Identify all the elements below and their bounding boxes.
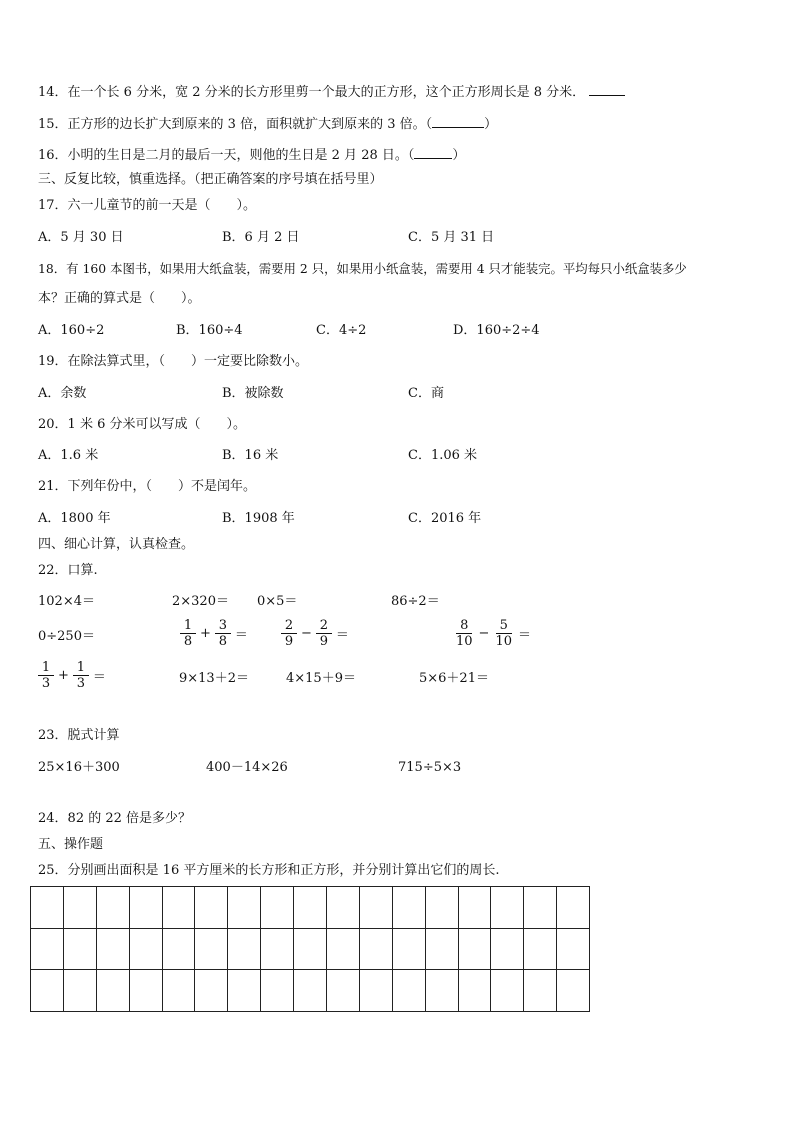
oral-calc-item: 5×6＋21＝ bbox=[419, 671, 489, 686]
grid-cell[interactable] bbox=[195, 970, 228, 1012]
grid-cell[interactable] bbox=[327, 970, 360, 1012]
grid-cell[interactable] bbox=[195, 928, 228, 970]
q18-option-d[interactable]: D．160÷2÷4 bbox=[453, 323, 540, 338]
fraction bbox=[316, 618, 332, 649]
grid-cell[interactable] bbox=[458, 928, 491, 970]
grid-cell[interactable] bbox=[458, 970, 491, 1012]
section-3-title: 三、反复比较，慎重选择。（把正确答案的序号填在括号里） bbox=[38, 172, 383, 187]
q18-option-b[interactable]: B．160÷4 bbox=[176, 323, 243, 338]
question-18-line1: 18．有 160 本图书，如果用大纸盒装，需要用 2 只，如果用小纸盒装，需要用 4 只才能装完。平均每只小纸盒装多少 bbox=[38, 261, 687, 276]
q19-option-b[interactable]: B．被除数 bbox=[222, 386, 284, 401]
grid-cell[interactable] bbox=[491, 928, 524, 970]
oral-calc-item: 4×15＋9＝ bbox=[286, 671, 356, 686]
question-16-text: 16．小明的生日是二月的最后一天，则他的生日是 2 月 28 日。（ bbox=[38, 148, 415, 163]
grid-cell[interactable] bbox=[392, 970, 425, 1012]
question-19-text: 19．在除法算式里，（ ）一定要比除数小。 bbox=[38, 354, 309, 369]
question-17-text: 17．六一儿童节的前一天是（ ）。 bbox=[38, 198, 257, 213]
q20-option-c[interactable]: C．1.06 米 bbox=[408, 448, 478, 463]
step-calc-item: 715÷5×3 bbox=[398, 760, 462, 775]
grid-cell[interactable] bbox=[524, 970, 557, 1012]
grid-cell[interactable] bbox=[162, 928, 195, 970]
equals-sign: ＝ bbox=[518, 628, 532, 643]
question-16-close: ） bbox=[452, 148, 466, 163]
grid-cell[interactable] bbox=[327, 928, 360, 970]
grid-row bbox=[31, 928, 590, 970]
question-15 bbox=[38, 114, 497, 134]
grid-cell[interactable] bbox=[129, 970, 162, 1012]
fraction-expression bbox=[36, 660, 108, 691]
denominator: 10 bbox=[495, 634, 512, 649]
grid-row bbox=[31, 887, 590, 929]
denominator: 8 bbox=[183, 634, 193, 649]
equals-sign: ＝ bbox=[92, 670, 106, 685]
grid-cell[interactable] bbox=[359, 928, 392, 970]
grid-cell[interactable] bbox=[162, 970, 195, 1012]
grid-cell[interactable] bbox=[228, 928, 261, 970]
grid-cell[interactable] bbox=[458, 887, 491, 929]
q21-option-b[interactable]: B．1908 年 bbox=[222, 511, 295, 526]
grid-cell[interactable] bbox=[63, 970, 96, 1012]
grid-cell[interactable] bbox=[228, 887, 261, 929]
q18-option-a[interactable]: A．160÷2 bbox=[38, 323, 105, 338]
grid-cell[interactable] bbox=[359, 970, 392, 1012]
answer-blank-15[interactable] bbox=[432, 114, 484, 128]
grid-cell[interactable] bbox=[31, 928, 64, 970]
q20-option-a[interactable]: A．1.6 米 bbox=[38, 448, 99, 463]
grid-cell[interactable] bbox=[162, 887, 195, 929]
numerator: 1 bbox=[38, 660, 54, 676]
fraction bbox=[38, 660, 54, 691]
numerator: 1 bbox=[180, 618, 196, 634]
grid-cell[interactable] bbox=[392, 887, 425, 929]
question-23-title: 23．脱式计算 bbox=[38, 728, 120, 743]
q19-option-c[interactable]: C．商 bbox=[408, 386, 444, 401]
oral-calc-item: 0×5＝ bbox=[257, 594, 298, 609]
question-14-text: 14．在一个长 6 分米，宽 2 分米的长方形里剪一个最大的正方形，这个正方形周长是 8 分米． bbox=[38, 85, 586, 100]
q20-option-b[interactable]: B．16 米 bbox=[222, 448, 279, 463]
question-25-text: 25．分别画出面积是 16 平方厘米的长方形和正方形，并分别计算出它们的周长. bbox=[38, 863, 500, 878]
answer-blank-16[interactable] bbox=[414, 145, 452, 159]
oral-calc-item: 9×13＋2＝ bbox=[179, 671, 249, 686]
numerator: 2 bbox=[281, 618, 297, 634]
question-14 bbox=[38, 82, 625, 102]
operator: + bbox=[58, 668, 69, 683]
grid-cell[interactable] bbox=[392, 928, 425, 970]
grid-cell[interactable] bbox=[31, 970, 64, 1012]
section-4-title: 四、细心计算，认真检查。 bbox=[38, 537, 195, 552]
oral-calc-item: 0÷250＝ bbox=[38, 629, 95, 644]
grid-cell[interactable] bbox=[129, 887, 162, 929]
grid-cell[interactable] bbox=[96, 928, 129, 970]
q21-option-a[interactable]: A．1800 年 bbox=[38, 511, 111, 526]
grid-cell[interactable] bbox=[129, 928, 162, 970]
grid-cell[interactable] bbox=[294, 970, 327, 1012]
question-21-text: 21．下列年份中，（ ）不是闰年。 bbox=[38, 479, 257, 494]
grid-cell[interactable] bbox=[327, 887, 360, 929]
fraction bbox=[215, 618, 231, 649]
grid-cell[interactable] bbox=[96, 887, 129, 929]
numerator: 5 bbox=[496, 618, 512, 634]
oral-calc-item: 102×4＝ bbox=[38, 594, 95, 609]
grid-cell[interactable] bbox=[261, 928, 294, 970]
fraction-expression bbox=[452, 618, 533, 649]
fraction bbox=[454, 618, 475, 649]
fraction bbox=[281, 618, 297, 649]
grid-cell[interactable] bbox=[491, 887, 524, 929]
grid-cell[interactable] bbox=[261, 970, 294, 1012]
grid-cell[interactable] bbox=[63, 887, 96, 929]
grid-cell[interactable] bbox=[261, 887, 294, 929]
denominator: 9 bbox=[284, 634, 294, 649]
q21-option-c[interactable]: C．2016 年 bbox=[408, 511, 482, 526]
fraction bbox=[180, 618, 196, 649]
oral-calc-item: 2×320＝ bbox=[172, 594, 229, 609]
equals-sign: ＝ bbox=[335, 628, 349, 643]
grid-cell[interactable] bbox=[491, 970, 524, 1012]
grid-cell[interactable] bbox=[228, 970, 261, 1012]
question-15-text: 15．正方形的边长扩大到原来的 3 倍，面积就扩大到原来的 3 倍。（ bbox=[38, 117, 433, 132]
step-calc-item: 25×16＋300 bbox=[38, 760, 120, 775]
grid-cell[interactable] bbox=[63, 928, 96, 970]
grid-cell[interactable] bbox=[425, 970, 458, 1012]
denominator: 3 bbox=[76, 676, 86, 691]
grid-cell[interactable] bbox=[557, 928, 590, 970]
numerator: 2 bbox=[316, 618, 332, 634]
grid-cell[interactable] bbox=[524, 887, 557, 929]
denominator: 8 bbox=[218, 634, 228, 649]
grid-cell[interactable] bbox=[294, 887, 327, 929]
grid-cell[interactable] bbox=[96, 970, 129, 1012]
section-5-title: 五、操作题 bbox=[38, 837, 104, 852]
grid-cell[interactable] bbox=[294, 928, 327, 970]
grid-cell[interactable] bbox=[31, 887, 64, 929]
fraction bbox=[493, 618, 514, 649]
numerator: 1 bbox=[73, 660, 89, 676]
step-calc-item: 400－14×26 bbox=[206, 760, 288, 775]
q18-option-c[interactable]: C．4÷2 bbox=[316, 323, 367, 338]
numerator: 8 bbox=[456, 618, 472, 634]
operator: + bbox=[200, 626, 211, 641]
question-18-line2: 本？正确的算式是（ ）。 bbox=[38, 291, 201, 306]
question-22-title: 22．口算. bbox=[38, 563, 98, 578]
denominator: 9 bbox=[319, 634, 329, 649]
numerator: 3 bbox=[215, 618, 231, 634]
equals-sign: ＝ bbox=[234, 628, 248, 643]
grid-cell[interactable] bbox=[425, 887, 458, 929]
grid-cell[interactable] bbox=[195, 887, 228, 929]
grid-cell[interactable] bbox=[425, 928, 458, 970]
answer-blank-14[interactable] bbox=[589, 82, 625, 96]
grid-cell[interactable] bbox=[359, 887, 392, 929]
denominator: 3 bbox=[41, 676, 51, 691]
denominator: 10 bbox=[456, 634, 473, 649]
q17-option-c[interactable]: C．5 月 31 日 bbox=[408, 230, 495, 245]
grid-cell[interactable] bbox=[557, 887, 590, 929]
grid-cell[interactable] bbox=[557, 970, 590, 1012]
question-15-close: ） bbox=[484, 117, 498, 132]
oral-calc-item: 86÷2＝ bbox=[391, 594, 440, 609]
grid-cell[interactable] bbox=[524, 928, 557, 970]
fraction-expression bbox=[178, 618, 250, 649]
fraction bbox=[73, 660, 89, 691]
grid-row bbox=[31, 970, 590, 1012]
fraction-expression bbox=[279, 618, 351, 649]
question-20-text: 20．1 米 6 分米可以写成（ ）。 bbox=[38, 417, 246, 432]
drawing-grid[interactable] bbox=[30, 886, 590, 1012]
question-24-text: 24．82 的 22 倍是多少？ bbox=[38, 811, 192, 826]
operator: − bbox=[301, 626, 312, 641]
operator: − bbox=[478, 626, 490, 641]
question-16 bbox=[38, 145, 465, 165]
q17-option-b[interactable]: B．6 月 2 日 bbox=[222, 230, 300, 245]
q19-option-a[interactable]: A．余数 bbox=[38, 386, 87, 401]
q17-option-a[interactable]: A．5 月 30 日 bbox=[38, 230, 124, 245]
